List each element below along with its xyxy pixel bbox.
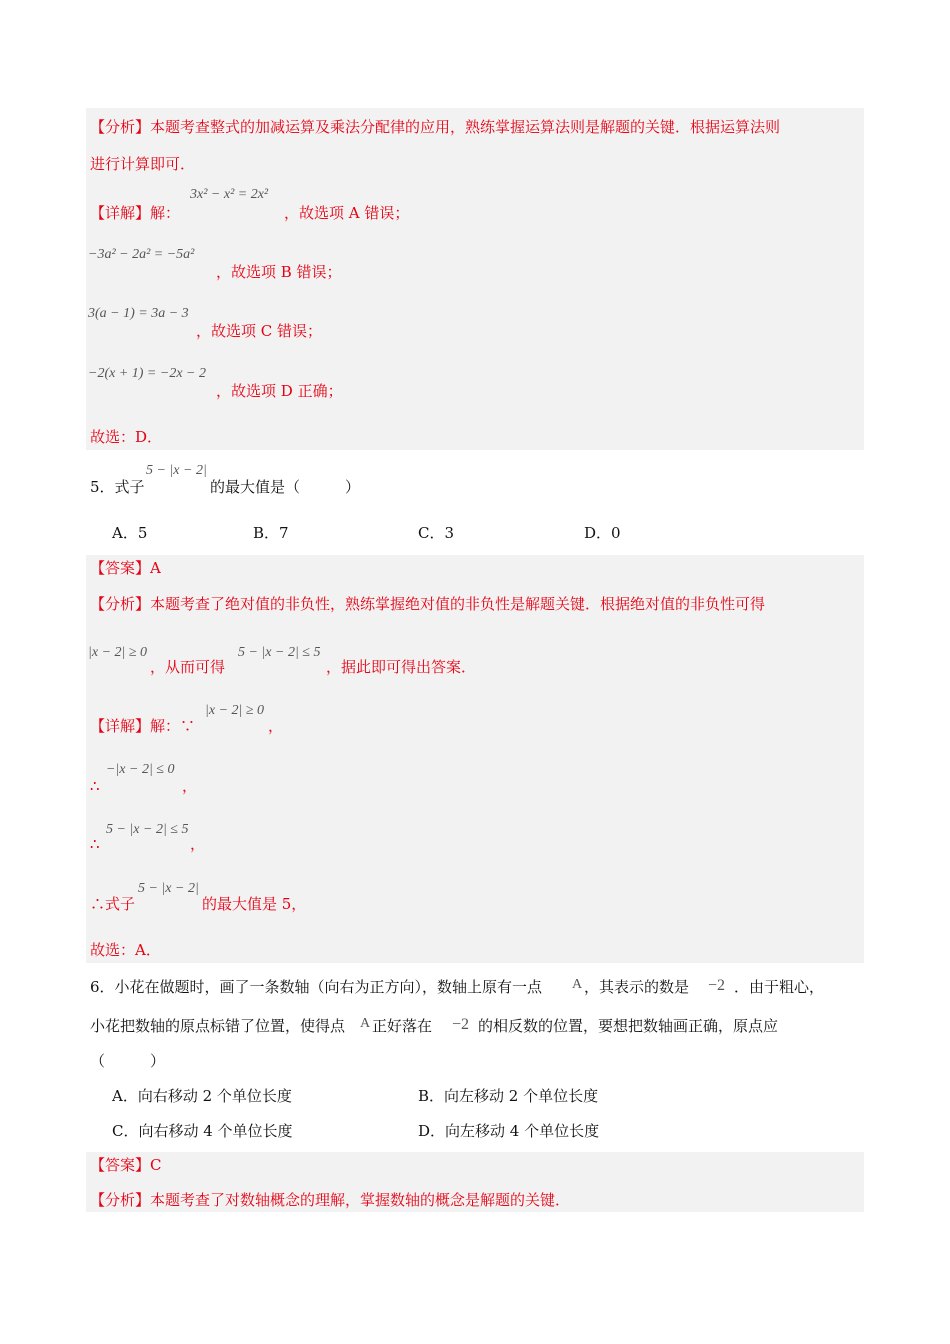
q6-line2-b: 正好落在 (372, 1017, 433, 1035)
q6-option-c: C．向右移动 4 个单位长度 (112, 1122, 293, 1140)
q4-eq-a: 3x² − x² = 2x² (190, 187, 269, 202)
q5-conclusion-prefix: ∴式子 (90, 895, 136, 913)
q5-expr: 5 − |x − 2| (146, 463, 207, 478)
q4-text-d: ，故选项 D 正确； (216, 382, 343, 400)
q4-eq-b: −3a² − 2a² = −5a² (88, 247, 195, 262)
q4-text-c: ，故选项 C 错误； (196, 322, 323, 340)
q5-therefore-2: ∴ (90, 835, 100, 853)
q5-suffix: 的最大值是（ ） (210, 478, 361, 496)
q6-line1-c: ．由于粗心， (734, 978, 825, 996)
q5-conclusion-expr: 5 − |x − 2| (138, 881, 199, 896)
q5-therefore-1: ∴ (90, 777, 100, 795)
q5-option-d: D．0 (584, 524, 621, 542)
q5-an-mid: ，从而可得 (150, 658, 226, 676)
q4-choice: 故选：D． (90, 428, 163, 446)
q6-point-a-1: A (572, 977, 583, 992)
q5-d-eq3: 5 − |x − 2| ≤ 5 (106, 822, 189, 837)
q5-an-eq2: 5 − |x − 2| ≤ 5 (238, 645, 321, 660)
q5-choice: 故选：A． (90, 941, 161, 959)
q6-option-d: D．向左移动 4 个单位长度 (418, 1122, 600, 1140)
q5-d-eq1: |x − 2| ≥ 0 (205, 703, 265, 718)
q6-line2-c: 的相反数的位置，要想把数轴画正确，原点应 (478, 1017, 779, 1035)
q4-detail-label: 【详解】解： (90, 204, 181, 222)
q6-option-a: A．向右移动 2 个单位长度 (112, 1087, 292, 1105)
q6-line3: （ ） (90, 1052, 166, 1070)
q5-an-end: ，据此即可得出答案． (326, 658, 477, 676)
q6-line1-a: 6．小花在做题时，画了一条数轴（向右为正方向），数轴上原有一点 (90, 978, 543, 996)
q6-num-2: −2 (452, 1016, 470, 1033)
q4-text-a: ，故选项 A 错误； (284, 204, 410, 222)
q5-analysis-line1: 【分析】本题考查了绝对值的非负性，熟练掌握绝对值的非负性是解题关键．根据绝对值的非负性可得 (90, 595, 766, 613)
q5-d-comma3: ， (190, 835, 206, 853)
q5-option-c: C．3 (418, 524, 455, 542)
q5-detail-label: 【详解】解：∵ (90, 717, 196, 735)
q5-d-comma1: ， (268, 717, 284, 735)
q5-an-eq1: |x − 2| ≥ 0 (88, 645, 148, 660)
q6-line2-a: 小花把数轴的原点标错了位置，使得点 (90, 1017, 346, 1035)
q4-text-b: ，故选项 B 错误； (216, 263, 342, 281)
q6-line1-b: ，其表示的数是 (584, 978, 690, 996)
q5-d-eq2: −|x − 2| ≤ 0 (106, 762, 175, 777)
q5-option-b: B．7 (253, 524, 289, 542)
q4-eq-c: 3(a − 1) = 3a − 3 (88, 306, 189, 321)
q4-analysis-line1: 【分析】本题考查整式的加减运算及乘法分配律的应用，熟练掌握运算法则是解题的关键．根据运算法则 (90, 118, 781, 136)
q5-d-comma2: ， (182, 777, 198, 795)
q4-analysis-line2: 进行计算即可． (90, 155, 196, 173)
q4-solution-box (86, 108, 864, 450)
q5-answer: 【答案】A (90, 559, 161, 577)
q6-point-a-2: A (360, 1016, 371, 1031)
q5-conclusion-suffix: 的最大值是 5， (202, 895, 307, 913)
q5-prefix: 5．式子 (90, 478, 145, 496)
q6-analysis: 【分析】本题考查了对数轴概念的理解，掌握数轴的概念是解题的关键． (90, 1191, 571, 1209)
q5-option-a: A．5 (112, 524, 148, 542)
q6-option-b: B．向左移动 2 个单位长度 (418, 1087, 599, 1105)
q4-eq-d: −2(x + 1) = −2x − 2 (88, 366, 206, 381)
q6-num-1: −2 (708, 977, 726, 994)
q6-answer: 【答案】C (90, 1156, 162, 1174)
